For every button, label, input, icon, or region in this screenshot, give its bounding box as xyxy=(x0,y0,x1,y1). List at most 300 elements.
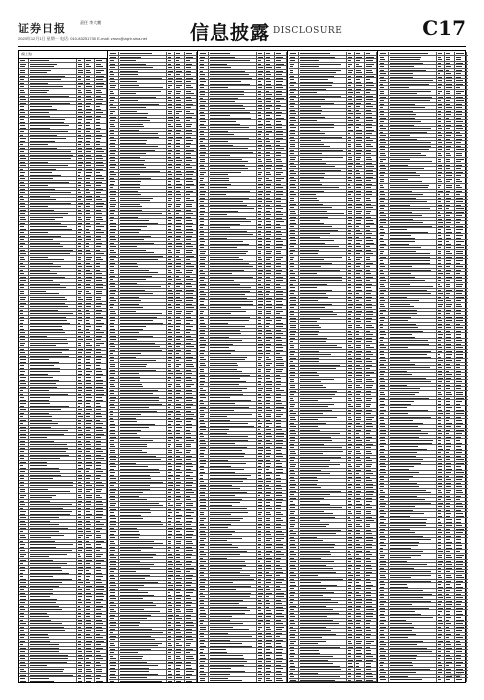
table-cell xyxy=(275,468,287,473)
table-cell xyxy=(95,569,107,574)
table-cell xyxy=(85,256,95,261)
table-cell xyxy=(185,316,197,319)
table-cell xyxy=(77,191,85,194)
table-cell xyxy=(185,335,197,338)
table-cell xyxy=(275,104,287,107)
table-cell xyxy=(109,129,119,132)
table-cell xyxy=(119,484,167,487)
table-cell xyxy=(85,249,95,252)
table-cell xyxy=(19,286,29,289)
table-cell xyxy=(275,507,287,510)
table-cell xyxy=(199,73,209,76)
table-cell xyxy=(19,640,29,643)
table-cell xyxy=(95,137,107,142)
table-cell xyxy=(109,426,119,431)
table-cell xyxy=(209,80,257,85)
table-cell xyxy=(85,622,95,625)
table-cell xyxy=(265,66,275,69)
table-cell xyxy=(257,332,265,335)
table-cell xyxy=(85,137,95,142)
table-cell xyxy=(209,154,257,157)
table-cell xyxy=(29,262,77,265)
table-cell xyxy=(257,269,265,272)
table-cell xyxy=(19,355,29,358)
table-cell xyxy=(167,680,175,683)
table-cell xyxy=(77,212,85,215)
table-cell xyxy=(109,70,119,73)
table-cell xyxy=(275,290,287,293)
table-cell xyxy=(109,443,119,448)
table-cell xyxy=(19,454,29,457)
table-cell xyxy=(199,352,209,355)
table-cell xyxy=(119,560,167,563)
table-cell xyxy=(85,619,95,622)
table-cell xyxy=(275,90,287,93)
table-cell xyxy=(119,383,167,388)
table-cell xyxy=(209,336,257,339)
table-cell xyxy=(175,139,185,144)
table-cell xyxy=(257,442,265,445)
table-cell xyxy=(175,225,185,230)
table-cell xyxy=(167,517,175,522)
table-cell xyxy=(109,66,119,69)
table-cell xyxy=(167,369,175,372)
table-cell xyxy=(185,99,197,102)
table-cell xyxy=(265,339,275,342)
table-cell xyxy=(109,216,119,219)
table-cell xyxy=(175,488,185,491)
table-cell xyxy=(167,383,175,388)
table-cell xyxy=(175,403,185,406)
table-cell xyxy=(85,470,95,473)
table-cell xyxy=(29,426,77,429)
table-cell xyxy=(19,619,29,622)
table-cell xyxy=(175,316,185,319)
table-cell xyxy=(77,286,85,289)
table-cell xyxy=(77,63,85,68)
table-cell xyxy=(209,90,257,93)
table-cell xyxy=(19,256,29,261)
table-cell xyxy=(257,507,265,510)
table-cell xyxy=(19,296,29,301)
table-cell xyxy=(209,664,257,667)
table-cell xyxy=(77,319,85,324)
table-cell xyxy=(275,480,287,483)
table-cell xyxy=(209,269,257,272)
table-cell xyxy=(29,474,77,477)
table-cell xyxy=(119,436,167,439)
table-column-4 xyxy=(289,51,378,682)
table-cell xyxy=(85,429,95,432)
table-cell xyxy=(299,63,347,68)
table-cell xyxy=(265,207,275,212)
table-cell xyxy=(19,527,29,530)
table-cell xyxy=(257,523,265,526)
table-cell xyxy=(299,109,347,112)
table-cell xyxy=(167,219,175,224)
table-cell xyxy=(19,198,29,201)
table-cell xyxy=(199,588,209,591)
table-cell xyxy=(119,296,167,299)
table-cell xyxy=(95,238,107,241)
table-cell xyxy=(119,465,167,470)
table-cell xyxy=(257,439,265,442)
table-cell xyxy=(265,193,275,196)
table-cell xyxy=(199,667,209,672)
table-cell xyxy=(199,419,209,422)
table-cell xyxy=(199,660,209,663)
table-cell xyxy=(175,549,185,552)
table-cell xyxy=(265,250,275,255)
table-cell xyxy=(185,255,197,258)
table-cell xyxy=(265,290,275,293)
table-cell xyxy=(77,338,85,341)
table-cell xyxy=(199,104,209,107)
table-cell xyxy=(199,526,209,529)
table-cell xyxy=(29,408,77,411)
table-cell xyxy=(109,369,119,372)
table-cell xyxy=(275,265,287,268)
table-cell xyxy=(77,636,85,639)
table-cell xyxy=(185,631,197,634)
table-cell xyxy=(167,563,175,566)
table-cell xyxy=(77,562,85,565)
table-cell xyxy=(77,225,85,230)
table-cell xyxy=(95,143,107,146)
table-cell xyxy=(119,212,167,215)
table-cell xyxy=(109,396,119,399)
table-cell xyxy=(265,592,275,595)
table-cell xyxy=(95,168,107,171)
table-cell xyxy=(265,474,275,479)
table-cell xyxy=(119,352,167,355)
table-cell xyxy=(275,120,287,125)
table-cell xyxy=(185,477,197,480)
table-cell xyxy=(209,553,257,556)
table-cell xyxy=(209,599,257,602)
table-cell xyxy=(77,608,85,611)
table-cell xyxy=(77,661,85,664)
table-cell xyxy=(209,642,257,647)
table-cell xyxy=(77,543,85,548)
table-cell xyxy=(167,477,175,480)
table-cell xyxy=(185,604,197,607)
table-cell xyxy=(355,88,365,91)
table-cell xyxy=(95,422,107,425)
table-cell xyxy=(85,507,95,510)
table-cell xyxy=(109,376,119,379)
table-cell xyxy=(265,276,275,279)
table-cell xyxy=(85,443,95,446)
table-cell xyxy=(275,377,287,382)
table-cell xyxy=(275,498,287,501)
table-cell xyxy=(109,359,119,362)
table-cell xyxy=(175,372,185,375)
table-cell xyxy=(355,152,365,155)
table-cell xyxy=(265,602,275,605)
table-cell xyxy=(29,433,77,436)
table-cell xyxy=(77,164,85,167)
table-cell xyxy=(19,202,29,205)
table-cell xyxy=(77,222,85,225)
table-cell xyxy=(275,276,287,279)
table-cell xyxy=(199,619,209,622)
table-cell xyxy=(29,464,77,469)
table-cell xyxy=(167,536,175,539)
table-cell xyxy=(199,190,209,193)
table-cell xyxy=(209,59,257,62)
table-cell xyxy=(257,279,265,282)
table-cell xyxy=(185,577,197,580)
table-cell xyxy=(77,124,85,129)
table-cell xyxy=(175,417,185,420)
table-cell xyxy=(29,111,77,114)
table-cell xyxy=(167,417,175,420)
table-cell xyxy=(265,167,275,170)
table-cell xyxy=(77,419,85,422)
table-cell xyxy=(85,488,95,493)
table-cell xyxy=(167,570,175,573)
table-cell xyxy=(199,446,209,449)
table-cell xyxy=(19,654,29,657)
table-rows xyxy=(109,51,197,682)
table-cell xyxy=(175,159,185,162)
table-cell xyxy=(355,162,365,165)
table-cell xyxy=(199,546,209,549)
table-cell xyxy=(275,332,287,335)
table-cell xyxy=(199,226,209,229)
table-cell xyxy=(95,575,107,580)
table-cell xyxy=(167,406,175,409)
table-cell xyxy=(29,664,77,667)
table-cell xyxy=(29,283,77,286)
table-cell xyxy=(29,540,77,543)
table-cell xyxy=(175,186,185,189)
table-cell xyxy=(95,588,107,591)
table-cell xyxy=(29,290,77,295)
table-cell xyxy=(19,212,29,215)
table-cell xyxy=(265,217,275,220)
table-cell xyxy=(265,171,275,176)
table-cell xyxy=(257,402,265,405)
table-cell xyxy=(175,680,185,683)
table-cell xyxy=(265,114,275,119)
table-cell xyxy=(209,256,257,261)
table-cell xyxy=(85,677,95,682)
table-cell xyxy=(175,462,185,465)
table-cell xyxy=(109,406,119,409)
table-cell xyxy=(257,52,265,55)
table-cell xyxy=(77,592,85,595)
table-cell xyxy=(275,343,287,346)
table-cell xyxy=(175,303,185,306)
table-cell xyxy=(29,500,77,503)
table-cell xyxy=(109,342,119,345)
table-cell xyxy=(199,543,209,546)
table-cell xyxy=(167,255,175,258)
table-rows xyxy=(289,51,377,682)
table-cell xyxy=(109,389,119,392)
table-cell xyxy=(19,195,29,198)
table-cell xyxy=(19,111,29,114)
table-cell xyxy=(199,230,209,233)
table-cell xyxy=(275,592,287,595)
table-cell xyxy=(85,436,95,439)
table-cell xyxy=(209,97,257,100)
table-cell xyxy=(265,546,275,549)
table-cell xyxy=(209,368,257,373)
table-cell xyxy=(77,664,85,667)
table-cell xyxy=(167,119,175,122)
table-cell xyxy=(119,356,167,359)
table-cell xyxy=(185,106,197,109)
table-cell xyxy=(175,588,185,591)
table-cell xyxy=(95,661,107,664)
table-cell xyxy=(185,581,197,584)
table-cell xyxy=(257,571,265,574)
table-cell xyxy=(355,149,365,152)
table-cell xyxy=(29,674,77,677)
table-cell xyxy=(289,95,299,98)
table-cell xyxy=(109,116,119,119)
table-cell xyxy=(275,77,287,80)
table-cell xyxy=(109,410,119,413)
table-cell xyxy=(257,406,265,409)
table-cell xyxy=(95,530,107,533)
table-cell xyxy=(199,111,209,114)
table-cell xyxy=(167,63,175,66)
table-cell xyxy=(29,605,77,608)
table-cell xyxy=(209,574,257,577)
table-cell xyxy=(167,363,175,368)
table-cell xyxy=(199,574,209,577)
table-cell xyxy=(199,501,209,506)
table-cell xyxy=(275,626,287,631)
table-cell xyxy=(119,84,167,89)
table-cell xyxy=(289,69,299,74)
table-cell xyxy=(175,553,185,556)
table-cell xyxy=(199,435,209,438)
table-cell xyxy=(275,578,287,581)
table-cell xyxy=(77,412,85,415)
table-cell xyxy=(265,183,275,186)
table-cell xyxy=(29,231,77,234)
table-cell xyxy=(265,100,275,103)
table-cell xyxy=(199,459,209,462)
table-cell xyxy=(77,474,85,477)
table-cell xyxy=(209,501,257,506)
table-cell xyxy=(257,462,265,467)
table-cell xyxy=(257,233,265,236)
table-cell xyxy=(109,383,119,388)
table-cell xyxy=(109,372,119,375)
table-cell xyxy=(19,595,29,600)
table-cell xyxy=(199,560,209,563)
table-cell xyxy=(185,73,197,76)
table-cell xyxy=(95,95,107,98)
table-cell xyxy=(85,59,95,62)
table-cell xyxy=(19,674,29,677)
table-cell xyxy=(209,171,257,176)
table-cell xyxy=(19,262,29,265)
table-cell xyxy=(199,86,209,89)
table-cell xyxy=(185,352,197,355)
table-cell xyxy=(119,648,167,651)
table-cell xyxy=(95,305,107,308)
table-cell xyxy=(109,608,119,613)
table-cell xyxy=(85,205,95,208)
table-cell xyxy=(29,553,77,558)
table-cell xyxy=(209,316,257,319)
table-cell xyxy=(167,356,175,359)
table-cell xyxy=(77,454,85,457)
table-cell xyxy=(77,569,85,574)
table-cell xyxy=(109,292,119,295)
table-cell xyxy=(175,664,185,669)
table-cell xyxy=(167,498,175,501)
table-cell xyxy=(209,147,257,150)
table-cell xyxy=(77,111,85,114)
table-cell xyxy=(167,584,175,587)
table-cell xyxy=(275,667,287,672)
table-cell xyxy=(275,632,287,635)
table-cell xyxy=(29,629,77,632)
table-cell xyxy=(185,145,197,148)
table-cell xyxy=(85,559,95,562)
table-cell xyxy=(119,338,167,341)
table-cell xyxy=(95,433,107,436)
table-cell xyxy=(109,352,119,355)
table-cell xyxy=(209,93,257,96)
table-cell xyxy=(19,566,29,569)
table-cell xyxy=(185,449,197,454)
table-cell xyxy=(257,97,265,100)
table-cell xyxy=(289,136,299,139)
table-cell xyxy=(29,543,77,548)
table-cell xyxy=(167,420,175,425)
continued-note: (下转C18版) xyxy=(445,673,462,677)
table-cell xyxy=(167,484,175,487)
table-cell xyxy=(199,316,209,319)
table-cell xyxy=(185,481,197,484)
table-cell xyxy=(275,462,287,467)
table-cell xyxy=(119,664,167,669)
table-cell xyxy=(355,95,365,98)
table-cell xyxy=(185,574,197,577)
table-cell xyxy=(199,606,209,609)
table-cell xyxy=(209,428,257,431)
table-cell xyxy=(257,130,265,133)
table-cell xyxy=(185,209,197,212)
table-cell xyxy=(85,118,95,123)
table-cell xyxy=(119,574,167,577)
table-cell xyxy=(257,498,265,501)
table-cell xyxy=(275,177,287,182)
table-cell xyxy=(29,235,77,238)
table-cell xyxy=(167,325,175,330)
table-cell xyxy=(19,585,29,588)
table-cell xyxy=(167,269,175,274)
table-cell xyxy=(265,487,275,490)
table-cell xyxy=(77,256,85,261)
table-cell xyxy=(257,564,265,567)
table-cell xyxy=(257,639,265,642)
table-cell xyxy=(265,595,275,598)
table-cell xyxy=(209,462,257,467)
table-cell xyxy=(19,225,29,230)
table-cell xyxy=(185,265,197,268)
table-cell xyxy=(265,220,275,225)
